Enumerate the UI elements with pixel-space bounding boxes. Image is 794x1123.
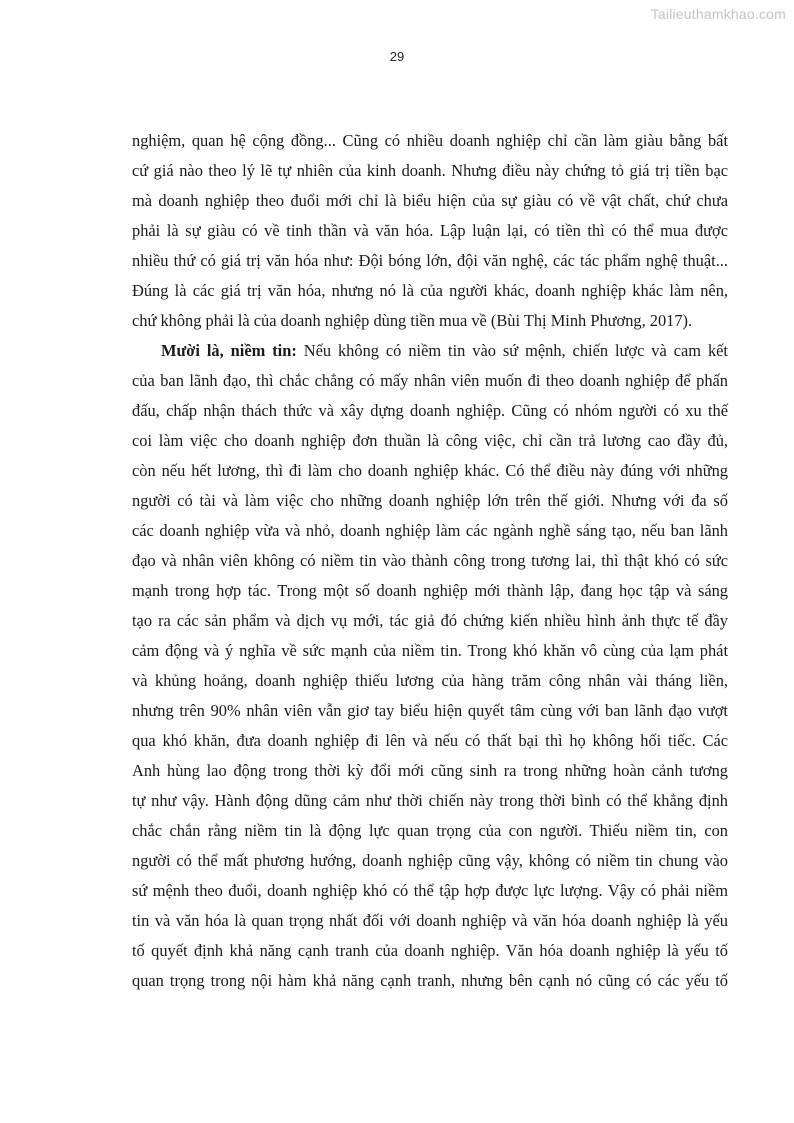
text-line: Anh hùng lao động trong thời kỳ đổi mới cũng sinh ra trong những hoàn cảnh tương [132,761,728,780]
text-line: Đúng là các giá trị văn hóa, nhưng nó là của người khác, doanh nghiệp khác làm nên, [132,281,728,300]
text-line: và khủng hoảng, doanh nghiệp thiếu lương của hàng trăm công nhân vài tháng liền, [132,671,728,690]
text-line: còn nếu hết lương, thì đi làm cho doanh nghiệp khác. Có thể điều này đúng với những [132,461,728,480]
text-line: tin và văn hóa là quan trọng nhất đối với doanh nghiệp và văn hóa doanh nghiệp là yếu [132,911,728,930]
page-number: 29 [389,49,405,64]
text-line: mà doanh nghiệp theo đuổi mới chỉ là biểu hiện của sự giàu có về vật chất, chứ chưa [132,191,728,210]
text-line: tạo ra các sản phẩm và dịch vụ mới, tác giả đó chứng kiến nhiều hình ảnh thực tế đầy [132,611,728,630]
text-run: Nếu không có niềm tin vào sứ mệnh, chiến lược và cam kết [296,341,728,360]
watermark: Tailieuthamkhao.com [650,6,786,22]
text-line: của ban lãnh đạo, thì chắc chẳng có mấy nhân viên muốn đi theo doanh nghiệp để phấn [132,371,728,390]
text-line: nhưng trên 90% nhân viên vẫn giơ tay biểu hiện quyết tâm cùng với ban lãnh đạo vượt [132,701,728,720]
text-line: nghiệm, quan hệ cộng đồng... Cũng có nhiều doanh nghiệp chỉ cần làm giàu bằng bất [132,131,728,150]
text-line: tố quyết định khả năng cạnh tranh của doanh nghiệp. Văn hóa doanh nghiệp là yếu tố [132,941,728,960]
text-line: đạo và nhân viên không có niềm tin vào thành công trong tương lai, thì thật khó có sức [132,551,728,570]
text-line: người có tài và làm việc cho những doanh nghiệp lớn trên thế giới. Nhưng với đa số [132,491,728,510]
text-line: coi làm việc cho doanh nghiệp đơn thuần là công việc, chỉ cần trả lương cao đầy đủ, [132,431,728,450]
text-line: qua khó khăn, đưa doanh nghiệp đi lên và nếu có thất bại thì họ không hối tiếc. Các [132,731,728,750]
paragraph-2 [132,336,728,996]
text-line: sứ mệnh theo đuổi, doanh nghiệp khó có thể tập hợp được lực lượng. Vậy có phải niềm [132,881,728,900]
text-line: các doanh nghiệp vừa và nhỏ, doanh nghiệp làm các ngành nghề sáng tạo, nếu ban lãnh [132,521,728,540]
text-line: cứ giá nào theo lý lẽ tự nhiên của kinh doanh. Nhưng điều này chứng tỏ giá trị tiền bạc [132,161,728,180]
text-line: người có thể mất phương hướng, doanh nghiệp cũng vậy, không có niềm tin chung vào [132,851,728,870]
paragraph-first-line [132,336,728,366]
text-line: chứ không phải là của doanh nghiệp dùng tiền mua về (Bùi Thị Minh Phương, 2017). [132,311,693,330]
text-line: đấu, chấp nhận thách thức và xây dựng doanh nghiệp. Cũng có nhóm người có xu thế [132,401,728,420]
text-line: chắc chắn rằng niềm tin là động lực quan trọng của con người. Thiếu niềm tin, con [132,821,728,840]
text-line: cảm động và ý nghĩa về sức mạnh của niềm tin. Trong khó khăn vô cùng của lạm phát [132,641,728,660]
text-line: nhiều thứ có giá trị văn hóa như: Đội bóng lớn, đội văn nghệ, các tác phẩm nghệ thuật... [132,251,728,270]
document-body [132,126,728,996]
text-line: phải là sự giàu có về tinh thần và văn hóa. Lập luận lại, có tiền thì có thể mua được [132,221,728,240]
text-line: quan trọng trong nội hàm khả năng cạnh tranh, nhưng bên cạnh nó cũng có các yếu tố [132,971,728,990]
paragraph-1 [132,126,728,336]
paragraph-heading: Mười là, niềm tin: [161,341,297,360]
text-line: tự như vậy. Hành động dũng cảm như thời chiến này trong thời bình có thể khẳng định [132,791,728,810]
text-line: mạnh trong hợp tác. Trong một số doanh nghiệp mới thành lập, đang học tập và sáng [132,581,728,600]
